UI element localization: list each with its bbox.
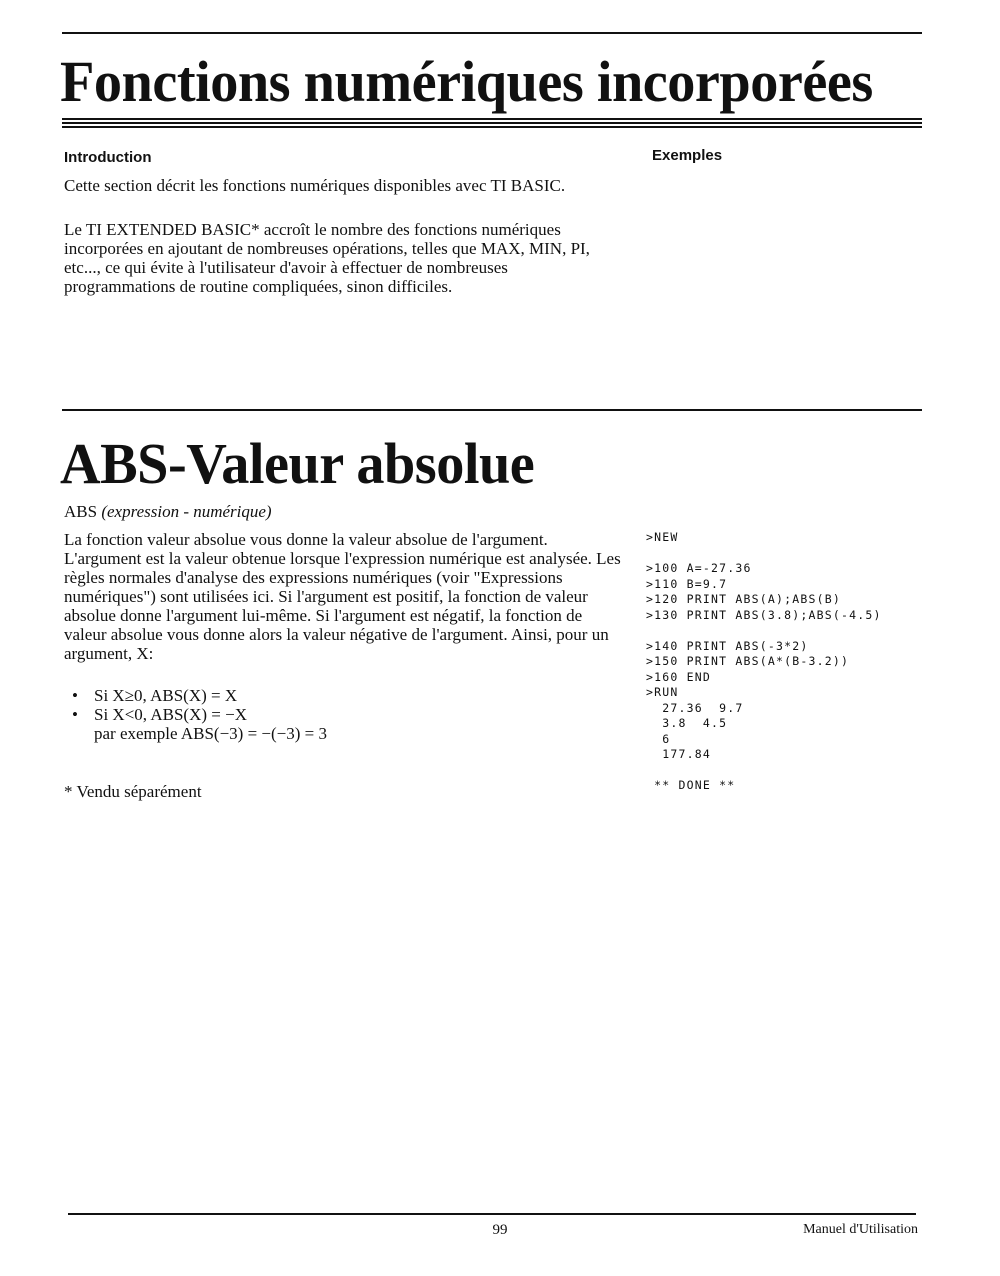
code-line: >130 PRINT ABS(3.8);ABS(-4.5) — [646, 607, 882, 622]
code-line: 3.8 4.5 — [646, 716, 728, 730]
bullet-item: • Si X≥0, ABS(X) = X — [72, 686, 238, 705]
code-line: >100 A=-27.36 — [646, 561, 752, 575]
abs-description: La fonction valeur absolue vous donne la valeur absolue de l'argument. L'argument est la valeur obtenue lorsque l'expression numérique est analysée. Les règles normales d'analyse des expressions numériques (voir "Expressions numériques") sont utilisées ici. Si l'argument est positif, la fonction de valeur absolue donne l'argument lui-même. Si l'argument est négatif, la fonction de valeur absolue vous donne alors la valeur négative de l'argument. Ainsi, pour un argument, X: — [64, 530, 621, 663]
title-underline-2 — [62, 122, 922, 124]
syntax-line — [64, 502, 594, 521]
examples-heading: Exemples — [652, 147, 723, 164]
code-blank-line — [646, 763, 882, 779]
code-line: ** DONE ** — [646, 778, 736, 792]
intro-heading: Introduction — [64, 149, 152, 166]
footnote: * Vendu séparément — [64, 782, 202, 801]
code-line: >140 PRINT ABS(-3*2) — [646, 638, 809, 653]
abs-bullet-list — [64, 686, 327, 743]
section-title: ABS-Valeur absolue — [60, 431, 535, 496]
page-title: Fonctions numériques incorporées — [60, 49, 873, 114]
syntax-args: (expression - numérique) — [101, 502, 272, 521]
code-line: >NEW — [646, 530, 679, 544]
code-line: 6 — [646, 731, 671, 746]
title-underline-1 — [62, 118, 922, 120]
bullet-dot-icon: • — [72, 686, 78, 705]
manual-title: Manuel d'Utilisation — [803, 1222, 918, 1237]
page-number: 99 — [492, 1222, 508, 1238]
section-rule — [62, 409, 922, 411]
code-line: 27.36 9.7 — [646, 700, 744, 715]
code-line: >RUN — [646, 685, 679, 699]
intro-paragraph-1: Cette section décrit les fonctions numériques disponibles avec TI BASIC. — [64, 176, 566, 195]
code-line: >150 PRINT ABS(A*(B-3.2)) — [646, 654, 850, 668]
bullet-item: • Si X<0, ABS(X) = −X — [72, 705, 247, 724]
bullet-continuation: par exemple ABS(−3) = −(−3) = 3 — [94, 724, 328, 743]
code-line: >120 PRINT ABS(A);ABS(B) — [646, 592, 841, 606]
code-line: >110 B=9.7 — [646, 576, 728, 591]
code-line: 177.84 — [646, 747, 711, 761]
code-example — [646, 530, 882, 794]
footer-rule — [68, 1213, 916, 1215]
code-blank-line — [646, 623, 882, 639]
top-rule — [62, 32, 922, 34]
title-underline-3 — [62, 126, 922, 128]
syntax-keyword: ABS — [64, 502, 98, 521]
bullet-dot-icon: • — [72, 705, 78, 724]
code-line: >160 END — [646, 669, 711, 684]
code-blank-line — [646, 546, 882, 562]
intro-paragraph-2: Le TI EXTENDED BASIC* accroît le nombre des fonctions numériques incorporées en ajoutant de nombreuses opérations, telles que MAX, MIN, PI, etc..., ce qui évite à l'utilisateur d'avoir à effectuer de nombreuses programmations de routine compliquées, sinon difficiles. — [64, 220, 590, 296]
